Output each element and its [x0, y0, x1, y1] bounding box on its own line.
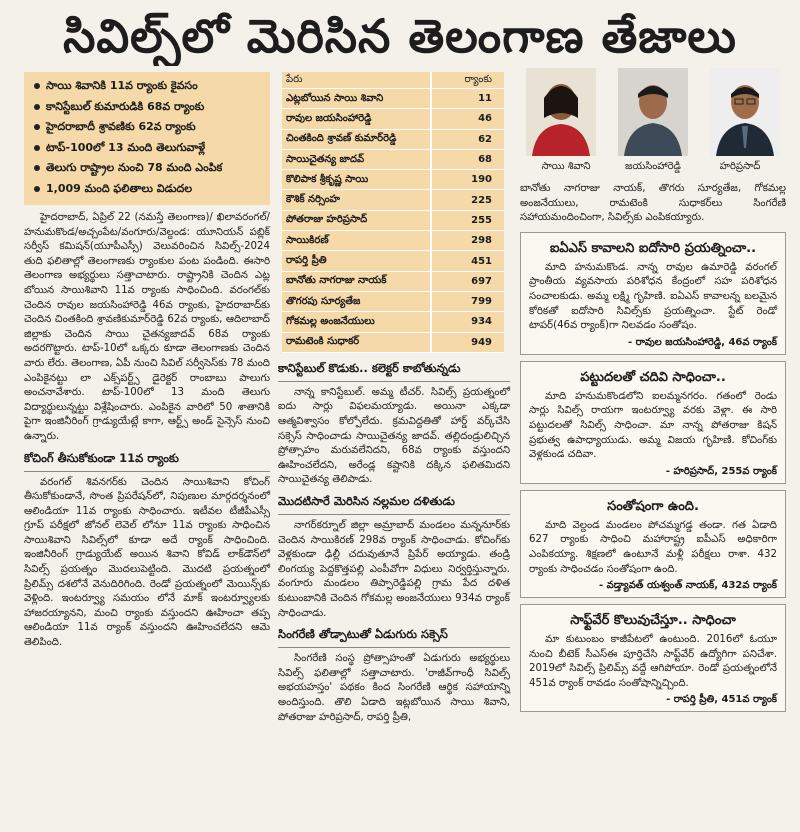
highlight-item: 1,009 మంది ఫలితాలు విడుదల: [34, 179, 264, 200]
table-row: తొగరపు సూర్యతేజ 799: [282, 291, 504, 311]
singareni-subheading: సింగరేణి తోడ్పాటుతో ఏడుగురు సక్సెస్: [278, 627, 510, 648]
left-column: [24, 72, 270, 651]
table-row: రావుల జయసింహారెడ్డి 46: [282, 109, 504, 129]
soft-quote-box: [520, 604, 786, 712]
patt-quote-title: పట్టుదలతో చదివి సాధించా..: [580, 369, 726, 385]
coaching-paragraph: వరంగల్ శివనగర్‌కు చెందిన సాయిశివాని కోచింగ్ తీసుకోకుండానే, సొంత ప్రిపరేషన్‌లో, నిపుణుల మార్గదర్శనంలో ఆలిండియా 11వ ర్యాంకు సాధించారు. ఇటీవల టీజీపీఎస్సీ గ్రూప్ పరీక్షలో జోనల్ లెవెల్ లోనూ 11వ ర్యాంకు సాధించిన సాయిశివాని సివిల్స్‌లో కూడా అదే ర్యాంక్ సాధించింది. ఇంజినీరింగ్ గ్రాడ్యుయేట్ అయిన శివాని కోవిడ్ లాక్‌డౌన్‌లో సివిల్స్ ప్రయత్నం మొదలుపెట్టింది. మొదటి ప్రయత్నంలో ప్రిలిమ్స్ దశలోనే వెనుదిరిగింది. రెండో ప్రయత్నంలో మెయిన్స్‌కు వెళ్లింది. ఇంటర్వ్యూ సమయం లోనే మాక్ ఇంటర్వ్యూలకు హాజరయ్యానని, మంచి ర్యాంకు వస్తుందని ఊహించా తప్ప ఆలిండియా 11వ ర్యాంక్ వస్తుందని ఊహించలేదని ఆమె తెలిపింది.: [24, 476, 270, 649]
table-row: రాపర్తి ప్రీతి 451: [282, 251, 504, 271]
table-row: గోకమల్ల అంజనేయులు 934: [282, 312, 504, 332]
photo-jayasimha-reddy: [618, 68, 688, 156]
highlight-item: తెలుగు రాష్ట్రాల నుంచి 78 మంది ఎంపిక: [34, 158, 264, 179]
patt-quote-box: [520, 361, 786, 484]
highlight-item: హైదరాబాదీ శ్రావణికు 62వ ర్యాంకు: [34, 117, 264, 138]
soft-quote-signature: - రాపర్తి ప్రీతి, 451వ ర్యాంక్: [666, 694, 777, 706]
santo-quote-box: [520, 490, 786, 598]
bullet-icon: [34, 165, 40, 171]
patt-quote-signature: - హరిప్రసాద్, 255వ ర్యాంక్: [665, 465, 777, 477]
highlights-box: [24, 72, 270, 205]
santo-quote-text: మాది వెల్దండ మండలం పోచమ్మగడ్డ తండా. గత ఏడాది 627 ర్యాంకు సాధించి మహారాష్ట్ర ఐపీఎస్ అధికారిగా ఎంపికయ్యా. శిక్షణలో ఉంటూనే మళ్లీ పరీక్షలు రాశా. 432 ర్యాంకు సాధించడం సంతోషంగా ఉంది.: [529, 519, 777, 575]
highlight-item: టాప్-100లో 13 మంది తెలుగువాళ్లే: [34, 138, 264, 159]
headline: సివిల్స్‌లో మెరిసిన తెలంగాణ తేజాలు: [63, 9, 737, 63]
table-row: సాయిచైతన్య జాదవ్ 68: [282, 149, 504, 169]
intro-paragraph: హైదరాబాద్, ఏప్రిల్ 22 (నమస్తే తెలంగాణ)/ ఖిలావరంగల్/హనుమకొండ/అచ్చంపేట/వంగూరు/వెల్దండ: యూనియన్ పబ్లిక్ సర్వీస్ కమిషన్(యూపీఎస్సీ) వెలువరించిన సివిల్స్-2024 తుది ఫలితాల్లో తెలంగాణకు ర్యాంకుల పంట పండింది. ఈసారి తెలంగాణ అభ్యర్థులు సత్తాచాటారు. రాష్ట్రానికి చెందిన ఎట్ల బోయిన సాయిశివాని 11వ ర్యాంకు సాధించింది. వరంగల్‌కు చెందిన రావుల జయసింహారెడ్డి 46వ ర్యాంకు, హైదరాబాద్‌కు చెందిన చింతకింది శ్రావణికుమార్‌రెడ్డి 62వ ర్యాంకు, ఆదిలాబాద్ జిల్లాకు చెందిన సాయి చైతన్యజాదవ్ 68వ ర్యాంకు అదరగొట్టారు. టాప్-10లో ఒక్కరు కూడా తెలంగాణకు చెందిన వారు లేరు. తెలంగాణ, ఏపీ నుంచి సివిల్ సర్వీసెస్‌కు 78 మంది ఎంపికైనట్టు లా ఎక్స్‌పర్ట్స్ డైరెక్టర్ రాంబాబు పాలుగు అంచనావేశారు. టాప్-100లో 13 మంది తెలుగు విద్యార్థులున్నట్టు విశ్లేషించారు. ఎంపికైన వారిలో 50 శాతానికి పైగా ఇంజినీరింగ్ గ్రాడ్యుయేట్లే కాగా, ఆర్ట్స్ అండ్ సైన్సెస్ నుంచి ఉన్నారు.: [24, 212, 270, 442]
coaching-subheading: కోచింగ్ తీసుకోకుండా 11వ ర్యాంకు: [24, 451, 270, 472]
santo-quote-signature: - వడ్త్యావత్ యశ్వంత్ నాయక్, 432వ ర్యాంక్: [599, 580, 777, 592]
constable-paragraph: నాన్న కానిస్టేబుల్. అమ్మ టీచర్. సివిల్స్ ప్రయత్నంలో ఐదు సార్లు విఫలమయ్యాడు. అయినా ఎక్కడా ఆత్మవిశ్వాసం కోల్పోలేదు. క్రమవిద్దతితో హార్డ్ వర్క్‌చేసి సక్సెస్ సాధించాడు సాయిచైతన్య జాదవ్. తల్లిదండ్రులిచ్చిన ప్రోత్సాహం మరువలేనిదని, 68వ ర్యాంకు వస్తుందని ఊహించలేదని, అరేండ్ల కష్టానికి దక్కిన ఫలితమిదని సాయిచైతన్య తెలిపాడు.: [278, 386, 510, 486]
photo-sai-shivani: [526, 68, 596, 156]
patt-quote-text: మాది హనుమకొండలోని ఐలమ్మనగరం. గతంలో రెండు సార్లు సివిల్స్ రాయగా ఇంటర్వ్యూ వరకు వెళ్లా. ఈ సారి పట్టుదలతో సివిల్స్ సాధించా. మా నాన్న పోతరాజు కిషన్ ప్రభుత్వ ఉపాధ్యాయుడు. అమ్మ విజయ గృహిణి. కోచింగ్‌కు వెళ్లకుండ చదివా.: [529, 390, 777, 461]
ias-quote-box: [520, 232, 786, 355]
table-row: కౌశిక్ నర్సింహ 225: [282, 190, 504, 210]
constable-subheading: కానిస్టేబుల్ కొడుకు.. కలెక్టర్ కాబోతున్నడు: [278, 361, 510, 382]
table-row: రామటెంకి సుధాకర్ 949: [282, 332, 504, 352]
bullet-icon: [34, 104, 40, 110]
table-row: ఎట్లబోయిన సాయి శివాని 11: [282, 89, 504, 109]
photo-caption: సాయి శివాని: [541, 161, 591, 172]
photo-captions: [520, 160, 786, 174]
bullet-icon: [34, 186, 40, 192]
highlight-item: కానిస్టేబుల్ కుమారుడికి 68వ ర్యాంకు: [34, 97, 264, 118]
bullet-icon: [34, 124, 40, 130]
photo-caption: హరిప్రసాద్: [719, 161, 761, 172]
ias-quote-signature: - రావుల జయసింహారెడ్డి, 46వ ర్యాంక్: [628, 336, 777, 348]
singareni-paragraph: సింగరేణి సంస్థ ప్రోత్సాహంతో ఏడుగురు అభ్యర్థులు సివిల్స్ ఫలితాల్లో సత్తాచాటారు. 'రాజీవ్‌గాంధీ సివిల్స్ అభయహస్తం' పథకం కింద సింగరేణి ఆర్థిక సహాయాన్ని అందిస్తుంది. తొలి ఏడాది ఇట్లబోయిన సాయి శివాని, పోతరాజు హరిప్రసాద్, రాపర్తి ప్రీతి,: [278, 653, 510, 723]
photo-hariprasad: [710, 68, 780, 156]
photo-row: [520, 68, 786, 156]
table-row: చింతకింది శ్రావణ్ కుమార్‌రెడ్డి 62: [282, 129, 504, 149]
bullet-icon: [34, 83, 40, 89]
highlight-item: సాయి శివానికి 11వ ర్యాంకు కైవసం: [34, 76, 264, 97]
table-row: బానోతు నాగరాజు నాయక్ 697: [282, 271, 504, 291]
soft-quote-text: మా కుటుంబం కాజీపేటలో ఉంటుంది. 2016లో ఓయూ నుంచి బీటెక్ సీఎస్ఈ పూర్తిచేసి సాఫ్ట్‌వేర్ ఉద్యోగిగా పనిచేశా. 2019లో సివిల్స్ ప్రిలిమ్స్ వద్దే ఆగిపోయా. రెండో ప్రయత్నంలోనే 451వ ర్యాంక్ రావడం సంతోషాన్నిచ్చింది.: [529, 634, 777, 689]
bullet-icon: [34, 145, 40, 151]
first-attempt-subheading: మొదటిసారే మెరిసిన నల్లమల దళితుడు: [278, 494, 510, 515]
middle-column: [278, 72, 510, 725]
santo-quote-title: సంతోషంగా ఉంది.: [607, 498, 699, 514]
rank-table-header: పేరు ర్యాంకు: [282, 72, 504, 89]
table-row: కొలిపాక శ్రీకృష్ణ సాయి 190: [282, 170, 504, 190]
photo-caption: జయసింహారెడ్డి: [625, 161, 681, 172]
ias-quote-title: ఐఏఎస్ కావాలని ఐదోసారి ప్రయత్నించా..: [549, 240, 757, 256]
table-row: పోతరాజు హరిప్రసాద్ 255: [282, 210, 504, 230]
col3-intro-paragraph: బానోతు నాగరాజు నాయక్, తొగరు సూర్యతేజ, గోకమల్ల అంజనేయులు, రామటెంకి సుధాకర్‌లు సింగరేణి సహాయమందించింగా, సివిల్స్‌కు ఎంపికయ్యారు.: [520, 183, 786, 224]
rank-table: [282, 72, 504, 353]
table-row: సాయికిరణ్ 298: [282, 231, 504, 251]
soft-quote-title: సాఫ్ట్‌వేర్ కొలువుచేస్తూ.. సాధించా: [570, 613, 736, 629]
ias-quote-text: మాది హనుమకొండ. నాన్న రావుల ఉమారెడ్డి వరంగల్ ప్రాంతీయ వ్యవసాయ పరిశోధన కేంద్రంలో సహ పరిశోధన సంచాలకుడు. అమ్మ లక్ష్మి గృహిణి. ఐఏఎస్ కావాలన్న బలమైన కోరికతో ఐదోసారి సివిల్స్‌కు ప్రయత్నించా. స్టేట్ రెండో టాపర్(46వ ర్యాంక్)గా నిలవడం సంతోషం.: [529, 261, 777, 332]
first-attempt-paragraph: నాగర్‌కర్నూల్ జిల్లా అమ్రాబాద్ మండలం మన్ననూర్‌కు చెందిన సాయికిరణ్ 298వ ర్యాంక్ సాధించాడు. కోచింగ్‌కు వెళ్లకుండా ఢిల్లీ చదువుతూనే ప్రిపేర్ అయ్యాడు. తండ్రి లింగయ్య పెద్దకొత్తపల్లి ఎంపీవోగా విధులు నిర్వర్తిస్తున్నారు. వంగూరు మండలం తిప్పారెడ్డిపల్లి గ్రామ పేద దళిత కుటుంబానికి చెందిన గోకమల్ల అంజనేయులు 934వ ర్యాంక్ సాధించాడు.: [278, 520, 510, 619]
right-column: [520, 68, 786, 712]
